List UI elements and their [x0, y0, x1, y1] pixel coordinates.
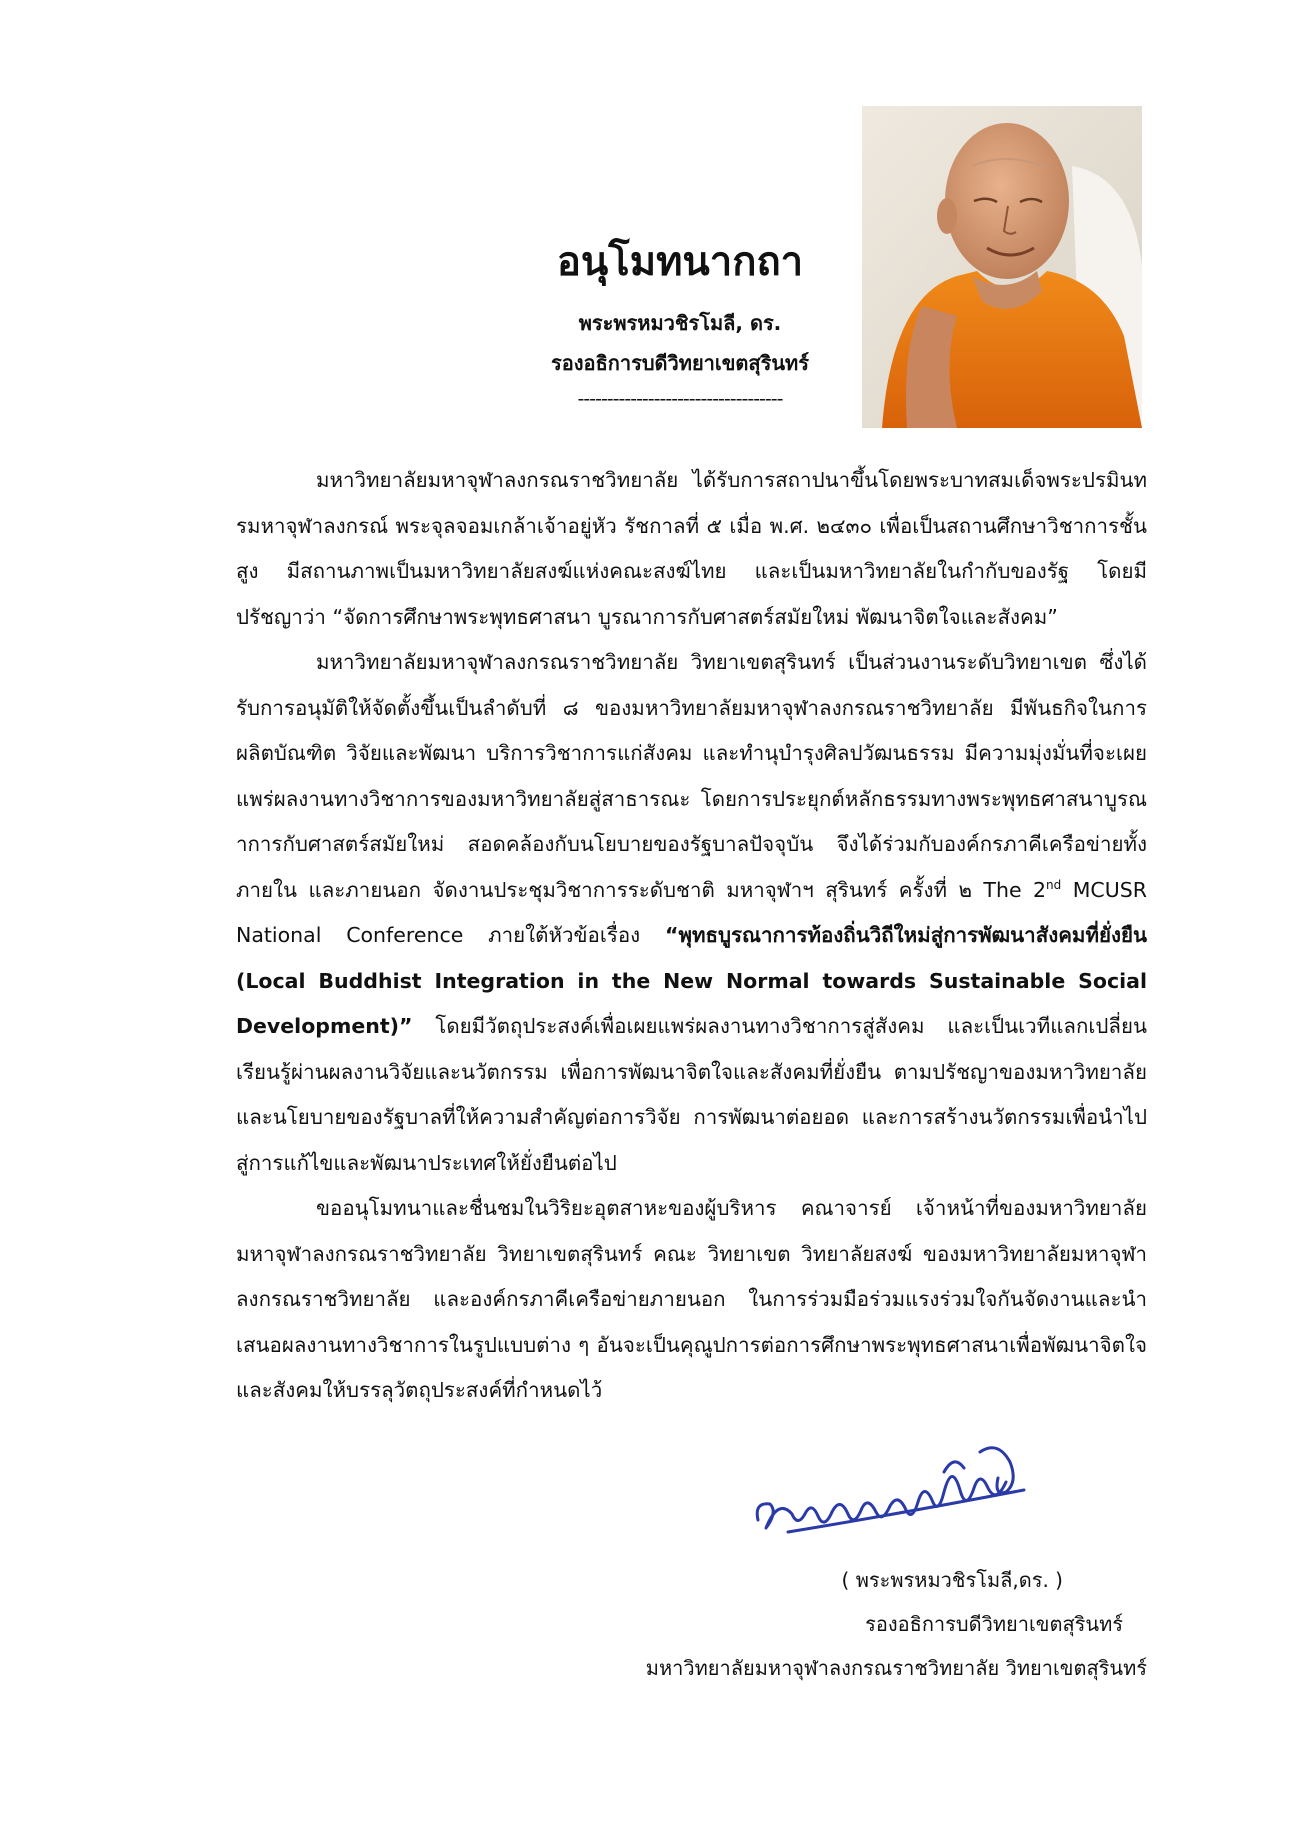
- author-role: รองอธิการบดีวิทยาเขตสุรินทร์: [551, 351, 809, 375]
- paragraph-1: มหาวิทยาลัยมหาจุฬาลงกรณราชวิทยาลัย ได้รับการสถาปนาขึ้นโดยพระบาทสมเด็จพระปรมินทรมหาจุฬาลงกรณ์ พระจุลจอมเกล้าเจ้าอยู่หัว รัชกาลที่ ๕ เมื่อ พ.ศ. ๒๔๓๐ เพื่อเป็นสถานศึกษาวิชาการชั้นสูง มีสถานภาพเป็นมหาวิทยาลัยสงฆ์แห่งคณะสงฆ์ไทย และเป็นมหาวิทยาลัยในกำกับของรัฐ โดยมีปรัชญาว่า “จัดการศึกษาพระพุทธศาสนา บูรณาการกับศาสตร์สมัยใหม่ พัฒนาจิตใจและสังคม”: [236, 468, 1147, 629]
- paragraph-2-text-a: มหาวิทยาลัยมหาจุฬาลงกรณราชวิทยาลัย วิทยาเขตสุรินทร์ เป็นส่วนงานระดับวิทยาเขต ซึ่งได้รับการอนุมัติให้จัดตั้งขึ้นเป็นลำดับที่ ๘ ของมหาวิทยาลัยมหาจุฬาลงกรณราชวิทยาลัย มีพันธกิจในการผลิตบัณฑิต วิจัยและพัฒนา บริการวิชาการแก่สังคม และทำนุบำรุงศิลปวัฒนธรรม มีความมุ่งมั่นที่จะเผยแพร่ผลงานทางวิชาการของมหาวิทยาลัยสู่สาธารณะ โดยการประยุกต์หลักธรรมทางพระพุทธศาสนาบูรณาการกับศาสตร์สมัยใหม่ สอดคล้องกับนโยบายของรัฐบาลปัจจุบัน จึงได้ร่วมกับองค์กรภาคีเครือข่ายทั้งภายใน และภายนอก จัดงานประชุมวิชาการระดับชาติ มหาจุฬาฯ สุรินทร์ ครั้งที่ ๒ The 2: [236, 650, 1147, 902]
- handwritten-signature-icon: [748, 1432, 1038, 1552]
- header-divider: -----------------------------------: [577, 388, 783, 410]
- paragraph-2-text-c: โดยมีวัตถุประสงค์เพื่อเผยแพร่ผลงานทางวิชาการสู่สังคม และเป็นเวทีแลกเปลี่ยนเรียนรู้ผ่านผลงานวิจัยและนวัตกรรม เพื่อการพัฒนาจิตใจและสังคมที่ยั่งยืน ตามปรัชญาของมหาวิทยาลัยและนโยบายของรัฐบาลที่ให้ความสำคัญต่อการวิจัย การพัฒนาต่อยอด และการสร้างนวัตกรรมเพื่อนำไปสู่การแก้ไขและพัฒนาประเทศให้ยั่งยืนต่อไป: [236, 1014, 1147, 1175]
- monk-portrait-icon: [862, 106, 1142, 428]
- ordinal-superscript: nd: [1046, 877, 1062, 892]
- signatory-role: รองอธิการบดีวิทยาเขตสุรินทร์: [865, 1612, 1123, 1636]
- page-title: อนุโมทนากถา: [556, 239, 804, 285]
- paragraph-2-text-b: MCUSR National Conference ภายใต้หัวข้อเรื่อง: [236, 877, 1147, 947]
- signatory-organization: มหาวิทยาลัยมหาจุฬาลงกรณราชวิทยาลัย วิทยาเขตสุรินทร์: [645, 1656, 1147, 1680]
- signature-block: [646, 1558, 1147, 1690]
- paragraph-2: [236, 640, 1147, 1186]
- signatory-name: ( พระพรหมวชิรโมลี,ดร. ): [841, 1568, 1063, 1592]
- document-header: [470, 238, 890, 409]
- author-name: พระพรหมวชิรโมลี, ดร.: [578, 311, 782, 335]
- document-body: [236, 458, 1147, 1414]
- paragraph-3: ขออนุโมทนาและชื่นชมในวิริยะอุตสาหะของผู้บริหาร คณาจารย์ เจ้าหน้าที่ของมหาวิทยาลัยมหาจุฬาลงกรณราชวิทยาลัย วิทยาเขตสุรินทร์ คณะ วิทยาเขต วิทยาลัยสงฆ์ ของมหาวิทยาลัยมหาจุฬาลงกรณราชวิทยาลัย และองค์กรภาคีเครือข่ายภายนอก ในการร่วมมือร่วมแรงร่วมใจกันจัดงานและนำเสนอผลงานทางวิชาการในรูปแบบต่าง ๆ อันจะเป็นคุณูปการต่อการศึกษาพระพุทธศาสนาเพื่อพัฒนาจิตใจและสังคมให้บรรลุวัตถุประสงค์ที่กำหนดไว้: [236, 1196, 1147, 1402]
- conference-theme: “พุทธบูรณาการท้องถิ่นวิถีใหม่สู่การพัฒนาสังคมที่ยั่งยืน (Local Buddhist Integration in the New Normal towards Sustainable Social Development)”: [236, 923, 1147, 1038]
